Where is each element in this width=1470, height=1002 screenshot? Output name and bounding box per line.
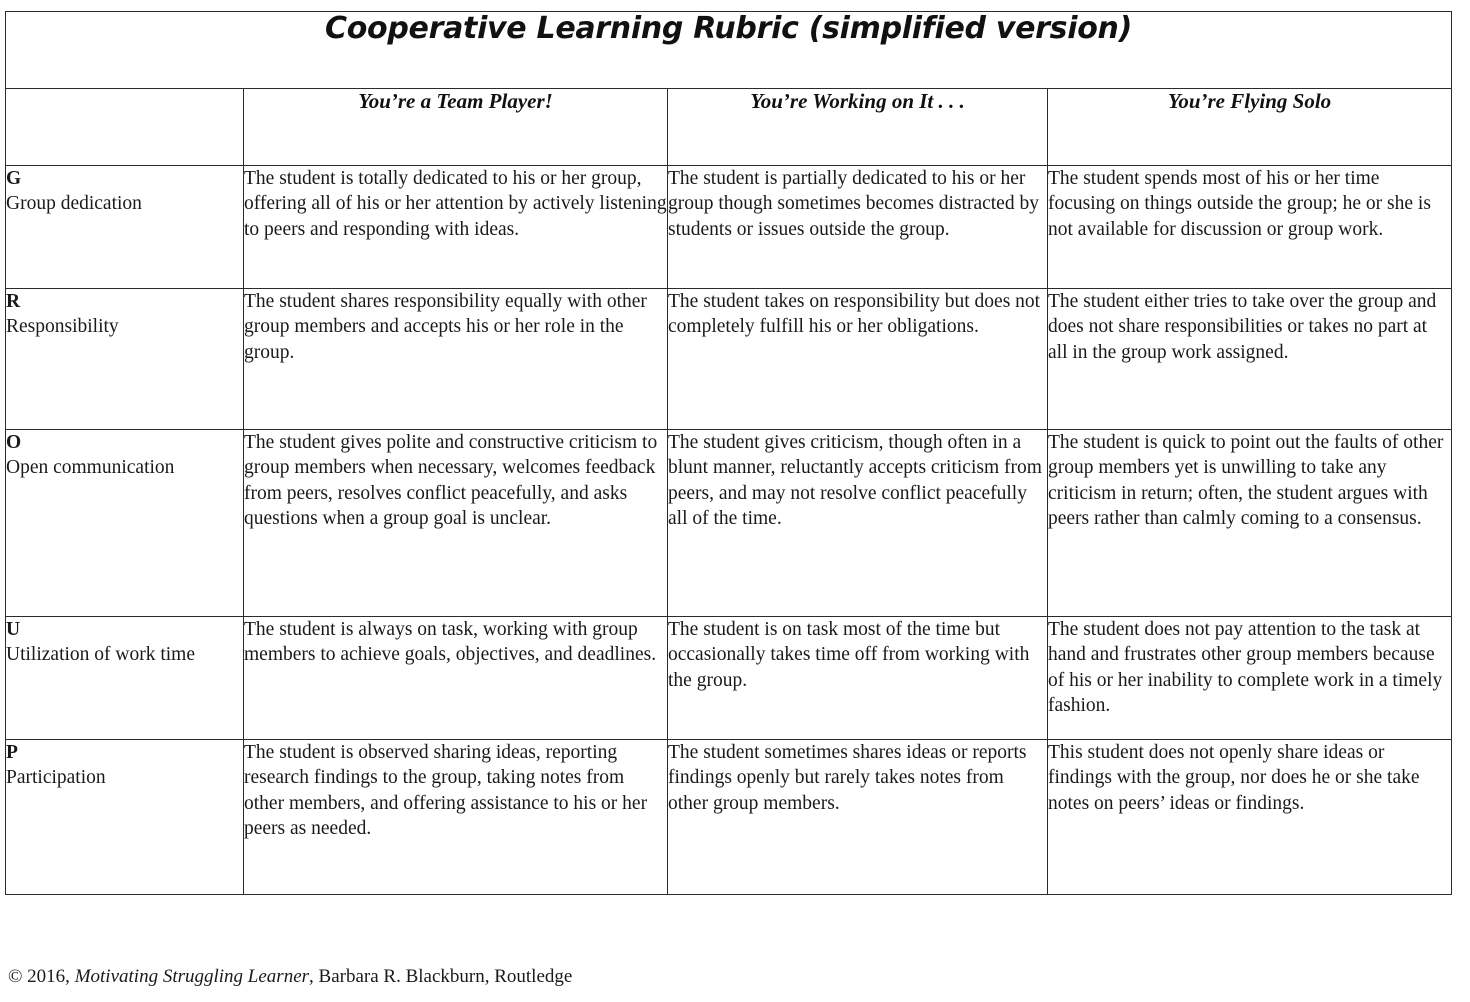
criterion-name: Open communication: [6, 457, 175, 479]
descriptor-text: The student gives polite and constructive criticism to group members when necessary, welcomes feedback from peers, resolves conflict peacefully, and asks questions when a group goal is unclear.: [244, 432, 658, 530]
descriptor-flying-solo: [1048, 740, 1452, 895]
column-header-row: [6, 89, 1452, 166]
descriptor-text: The student takes on responsibility but does not completely fulfill his or her obligations.: [668, 291, 1041, 338]
descriptor-team-player: [244, 430, 668, 617]
title-cell: [6, 12, 1452, 89]
column-header-working-on-it: [668, 89, 1048, 166]
descriptor-flying-solo: [1048, 166, 1452, 289]
copyright-footer: [8, 966, 572, 989]
criterion-name: Participation: [6, 767, 106, 789]
descriptor-working-on-it: [668, 166, 1048, 289]
descriptor-text: The student is on task most of the time but occasionally takes time off from working with the group.: [668, 619, 1030, 691]
criterion-letter: U: [6, 619, 21, 640]
criterion-name: Utilization of work time: [6, 644, 196, 666]
descriptor-text: The student either tries to take over the group and does not share responsibilities or takes no part at all in the group work assigned.: [1048, 291, 1437, 363]
descriptor-working-on-it: [668, 430, 1048, 617]
descriptor-working-on-it: [668, 740, 1048, 895]
descriptor-flying-solo: [1048, 430, 1452, 617]
column-header-label: You’re a Team Player!: [358, 89, 553, 113]
descriptor-text: The student gives criticism, though often in a blunt manner, reluctantly accepts criticism from peers, and may not resolve conflict peacefully all of the time.: [668, 432, 1042, 530]
header-corner-cell: [6, 89, 244, 166]
copyright-work-title: Motivating Struggling Learner: [74, 966, 310, 987]
column-header-flying-solo: [1048, 89, 1452, 166]
criterion-cell: [6, 166, 244, 289]
table-row: [6, 617, 1452, 740]
descriptor-working-on-it: [668, 617, 1048, 740]
criterion-letter: P: [6, 742, 18, 763]
descriptor-text: The student is partially dedicated to his or her group though sometimes becomes distracted by students or issues outside the group.: [668, 168, 1039, 240]
criterion-letter: O: [6, 432, 22, 453]
criterion-cell: [6, 430, 244, 617]
rubric-table-container: [5, 11, 1451, 895]
column-header-label: You’re Working on It . . .: [750, 89, 965, 113]
descriptor-flying-solo: [1048, 617, 1452, 740]
descriptor-team-player: [244, 617, 668, 740]
descriptor-team-player: [244, 289, 668, 430]
criterion-cell: [6, 289, 244, 430]
criterion-letter: R: [6, 291, 21, 312]
descriptor-text: The student is observed sharing ideas, reporting research findings to the group, taking notes from other members, and offering assistance to his or her peers as needed.: [244, 742, 648, 840]
descriptor-flying-solo: [1048, 289, 1452, 430]
column-header-label: You’re Flying Solo: [1167, 89, 1332, 113]
descriptor-text: The student is quick to point out the faults of other group members yet is unwilling to take any criticism in return; often, the student argues with peers rather than calmly coming to a consensus.: [1048, 432, 1444, 530]
copyright-suffix: , Barbara R. Blackburn, Routledge: [309, 966, 573, 987]
page-title: Cooperative Learning Rubric (simplified version): [325, 11, 1132, 46]
descriptor-working-on-it: [668, 289, 1048, 430]
table-row: [6, 289, 1452, 430]
descriptor-text: The student shares responsibility equally with other group members and accepts his or her role in the group.: [244, 291, 647, 363]
descriptor-text: The student does not pay attention to the task at hand and frustrates other group members because of his or her inability to complete work in a timely fashion.: [1048, 619, 1443, 717]
criterion-name: Group dedication: [6, 193, 142, 215]
title-row: [6, 12, 1452, 89]
descriptor-text: The student is always on task, working with group members to achieve goals, objectives, and deadlines.: [244, 619, 657, 666]
descriptor-text: The student spends most of his or her time focusing on things outside the group; he or she is not available for discussion or group work.: [1048, 168, 1431, 240]
table-row: [6, 166, 1452, 289]
criterion-cell: [6, 617, 244, 740]
descriptor-team-player: [244, 166, 668, 289]
cooperative-learning-rubric-table: [5, 11, 1452, 895]
table-row: [6, 430, 1452, 617]
descriptor-text: This student does not openly share ideas or findings with the group, nor does he or she take notes on peers’ ideas or findings.: [1048, 742, 1420, 814]
copyright-prefix: © 2016,: [8, 966, 75, 987]
criterion-letter: G: [6, 168, 22, 189]
descriptor-text: The student sometimes shares ideas or reports findings openly but rarely takes notes from other group members.: [668, 742, 1027, 814]
descriptor-team-player: [244, 740, 668, 895]
descriptor-text: The student is totally dedicated to his or her group, offering all of his or her attention by actively listening to peers and responding with ideas.: [244, 168, 667, 240]
criterion-cell: [6, 740, 244, 895]
column-header-team-player: [244, 89, 668, 166]
table-row: [6, 740, 1452, 895]
criterion-name: Responsibility: [6, 316, 119, 338]
